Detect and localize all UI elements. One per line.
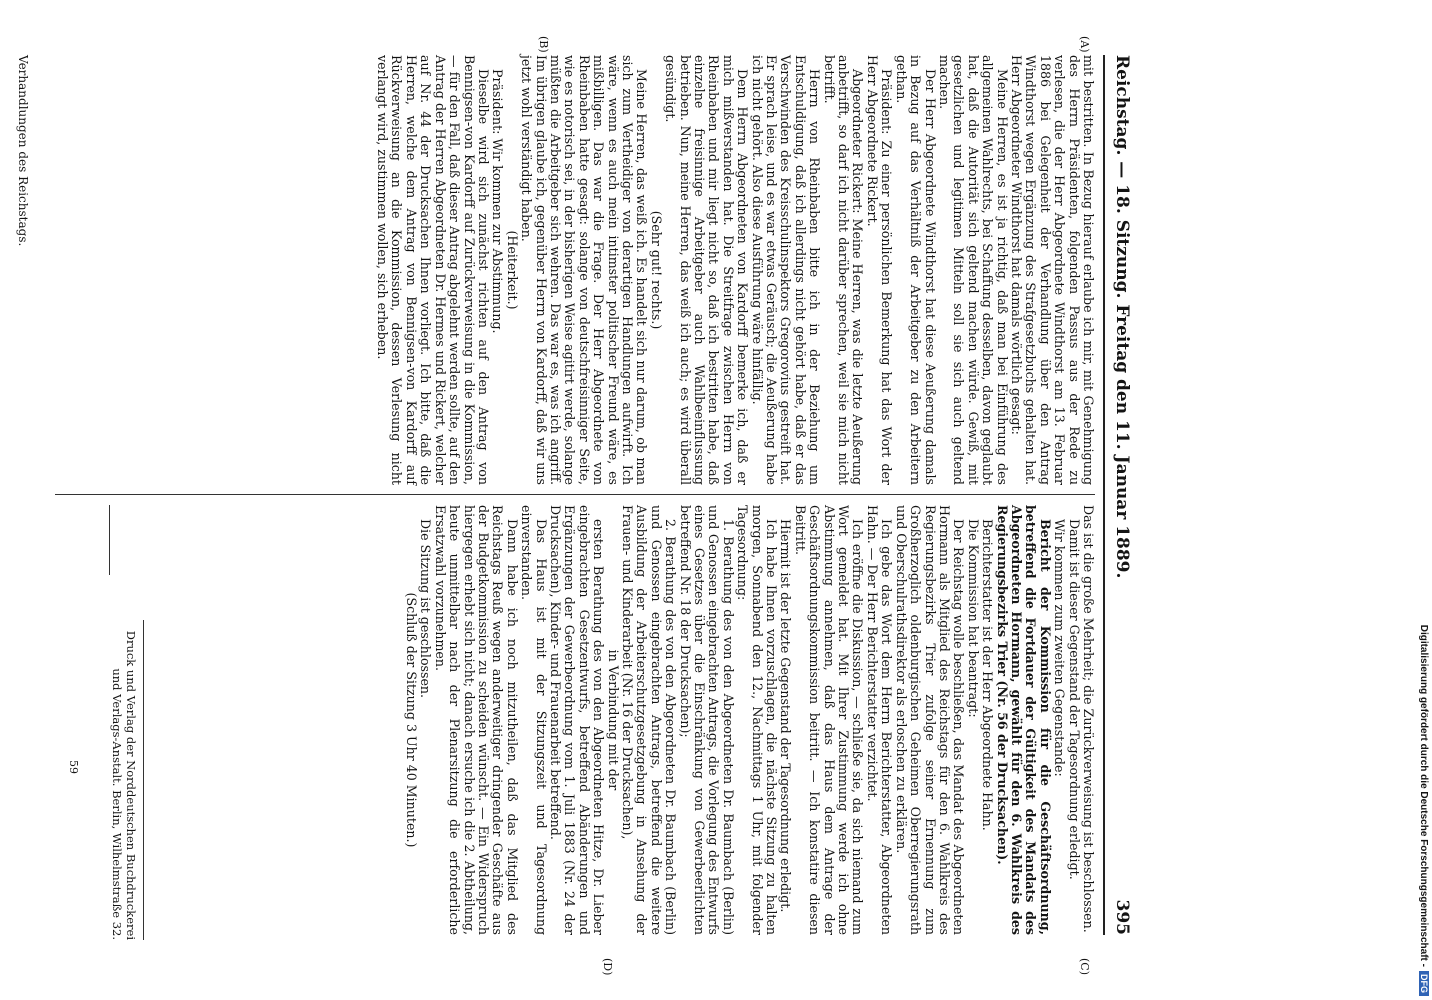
paragraph: Die Kommission hat beantragt: [965,519,981,718]
paragraph: Ich habe Ihnen vorzuschlagen, die nächste Sitzung zu halten morgen, Sonnabend den 12., Nachmittags 1 Uhr, mit folgender Tagesordnung: [735,505,780,935]
interjection: (Heiterkeit.) [504,230,520,310]
quotation: Meine Herren, es ist ja richtig, daß man bei Einführung des allgemeinen Wahlrechts, bei Schaffung desselben, davon geglaubt hat, daß die Autorität sich geltend machen würde. Gewiß, mit gesetzlichen und legitimen Mitteln soll sie sich auch geltend machen. [936,55,1010,485]
dfg-logo: DFG [1419,971,1429,996]
speaker-paragraph: Abgeordneter Rickert: Meine Herren, was die letzte Aeußerung anbetrifft, so darf ich nicht darüber sprechen, weil sie mich nicht betrifft. [821,55,866,485]
printer-imprint: Druck und Verlag der Norddeutschen Buchdruckerei und Verlags-Anstalt. Berlin, Wilhelmstraße 32. [110,630,138,940]
paragraph: Der Herr Abgeordnete Windthorst hat diese Aeußerung damals in Bezug auf das Verhältniß der Arbeitgeber zu den Arbeitern gethan. [893,55,938,485]
page-number: 395 [1112,899,1132,935]
interjection: (Sehr gut! rechts.) [648,210,664,330]
digitization-text: Digitalisierung gefördert durch die Deutsche Forschungsgemeinschaft - [1418,624,1429,967]
sheet-signature: 59 [67,760,80,774]
paragraph: mit bestritten. In Bezug hierauf erlaube ich mir, mit Genehmigung des Herrn Präsidenten, folgenden Passus aus der Rede zu verlesen, die der Herr Abgeordnete Windthorst am 13. Februar 1886 bei Gelegenheit der Verhandlung über den Antrag Windthorst wegen Ergänzung des Strafgesetzbuchs gehalten hat. Herr Abgeordneter Windthorst hat damals wörtlich gesagt: [1008,55,1096,485]
paragraph: Wir kommen zum zweiten Gegenstande: [1052,519,1068,777]
paragraph: Damit ist dieser Gegenstand der Tagesordnung erledigt. [1066,519,1082,880]
paragraph: Ich gebe das Wort dem Herrn Berichterstatter, Abgeordneten Hahn. — Der Herr Berichterstatter verzichtet. [864,505,895,935]
motion-text: Der Reichstag wolle beschließen, das Mandat des Abgeordneten Hormann als Mitglied des Reichstags für den 6. Wahlkreis des Regierungsbezirks Trier zufolge seiner Ernennung zum Großherzoglich oldenburgischen Geheimen Oberregierungsrath und Oberschulrathsdirektor als erloschen zu erklären. [893,505,967,935]
agenda-item-heading: Bericht der Kommission für die Geschäftsordnung, betreffend die Fortdauer der Gültigkeit des Mandats des Abgeordneten Hormann, gewählt für den 6. Wahlkreis des Regierungsbezirks Trier (Nr. 56 der Drucksachen). [994,505,1053,935]
short-rule [109,505,110,575]
running-head [1108,55,1138,935]
footer-publication: Verhandlungen des Reichstags. [16,55,30,247]
margin-marker-a: (A) [1078,36,1091,53]
speaker-paragraph: Präsident: Zu einer persönlichen Bemerkung hat das Wort der Herr Abgeordnete Rickert. [864,55,895,485]
digitization-notice [1417,6,1429,996]
column-divider [55,494,1095,495]
closing-note: (Schluß der Sitzung 3 Uhr 40 Minuten.) [403,592,419,848]
paragraph: Dann habe ich noch mitzutheilen, daß das Mitglied des Reichstags Reuß wegen anderweitiger dringender Geschäfte aus der Budgetkommission zu scheiden wünscht. — Ein Widerspruch hiergegen erhebt sich nicht; danach ersuche ich die 2. Abtheilung, heute unmittelbar nach der Plenarsitzung die erforderliche Ersatzwahl vorzunehmen. [432,505,520,935]
digitization-notice-text [1417,6,1429,996]
margin-marker-c: (C) [1078,958,1091,975]
paragraph: Berichterstatter ist der Herr Abgeordnete Hahn. [980,519,996,831]
paragraph: Ich eröffne die Diskussion, — schließe sie, da sich niemand zum Wort gemeldet hat. Mit Ihrer Zustimmung werde ich ohne Abstimmung annehmen, daß das Haus dem Antrage der Geschäftsordnungskommission beitritt. — Ich konstatire diesen Beitritt. [792,505,866,935]
paragraph: ersten Berathung des von den Abgeordneten Hitze, Dr. Lieber eingebrachten Gesetzentwurfs, betreffend Abänderungen und Ergänzungen der Gewerbeordnung vom 1. Juli 1883 (Nr. 24 der Drucksachen), Kinder- und Frauenarbeit betreffend. [547,505,607,935]
left-column [375,55,1095,485]
paragraph: in Verbindung mit der [605,649,621,791]
agenda-list-item: 1. Berathung des von den Abgeordneten Dr. Baumbach (Berlin) und Genossen eingebrachten Antrags, die Vorlegung des Entwurfs eines Gesetzes über die Einschränkung von Gewerbeerlichten betreffend Nr. 18 der Drucksachen); [677,505,736,935]
paragraph: Hiermit ist der letzte Gegenstand der Tagesordnung erledigt. [778,519,794,913]
header-rule [1103,55,1105,935]
margin-marker-b: (B) [537,36,550,53]
paragraph: Meine Herren, das weiß ich. Es handelt sich nur darum, ob man sich zum Vertheidiger von derartigen Handlungen aufwirft. Ich wäre, wenn es auch mein intimster politischer Freund wäre, es mißbilligen. Das war die Frage. Der Herr Abgeordnete von Rheinbaben hatte gesagt: solange von deutschfreisinniger Seite, wie es notorisch sei, in der bisherigen Weise agitirt werde, solange müßten die Arbeitgeber sich wehren. Das war es, was ich angriff. Im übrigen glaube ich, gegenüber Herrn von Kardorff, daß wir uns jetzt wohl verständigt haben. [519,55,650,485]
paragraph: Das Haus ist mit der Sitzungszeit und Tagesordnung einverstanden. [519,505,549,935]
right-column [404,505,1096,935]
margin-marker-d: (D) [601,958,614,976]
agenda-list-item: 2. Berathung des von den Abgeordneten Dr. Baumbach (Berlin) und Genossen eingebrachten Antrags, betreffend die weitere Ausbildung der Arbeiterschutzgesetzgebung in Ansehung der Frauen- und Kinderarbeit (Nr. 16 der Drucksachen), [620,505,679,935]
paragraph: Herrn von Rheinbaben bitte ich in der Beziehung um Entschuldigung, daß ich allerdings nicht gehört habe, daß er das Verschwinden des Kreisschulinspektors Gregorovius gestreift hat. Er sprach leise, und es war etwas Geräusch; die Aeußerung habe ich nicht gehört. Also diese Ausführung wäre hinfällig. [749,55,823,485]
imprint-rule [143,620,144,940]
paragraph: Dem Herrn Abgeordneten von Kardorff bemerke ich, daß er mich mißverstanden hat. Die Streitfrage zwischen Herrn von Rheinbaben und mir liegt nicht so, daß ich bestritten habe, daß einzelne freisinnige Arbeitgeber auch Wahlbeeinflussung betrieben. Nun, meine Herren, das weiß ich auch; es wird überall gesündigt. [663,55,751,485]
speaker-paragraph: Präsident: Wir kommen zur Abstimmung. [490,69,506,334]
paragraph: Das ist die große Mehrheit; die Zurückverweisung ist beschlossen. [1081,505,1096,933]
paragraph: Die Sitzung ist geschlossen. [418,519,434,699]
running-head-title: Reichstag. — 18. Sitzung. Freitag den 11. Januar 1889. [1112,55,1132,579]
paragraph: Dieselbe wird sich zunächst richten auf den Antrag von Bennigsen-von Kardorff auf Zurückverweisung in die Kommission, — für den Fall, daß dieser Antrag abgelehnt werden sollte, auf den Antrag der Herren Abgeordneten Dr. Hermes und Rickert, welcher auf Nr. 44 der Drucksachen Ihnen vorliegt. Ich bitte, daß die Herren, welche dem Antrag von Bennigsen-von Kardorff auf Rückverweisung an die Kommission, dessen Verlesung nicht verlangt wird, zustimmen wollen, sich erheben. [375,55,491,485]
